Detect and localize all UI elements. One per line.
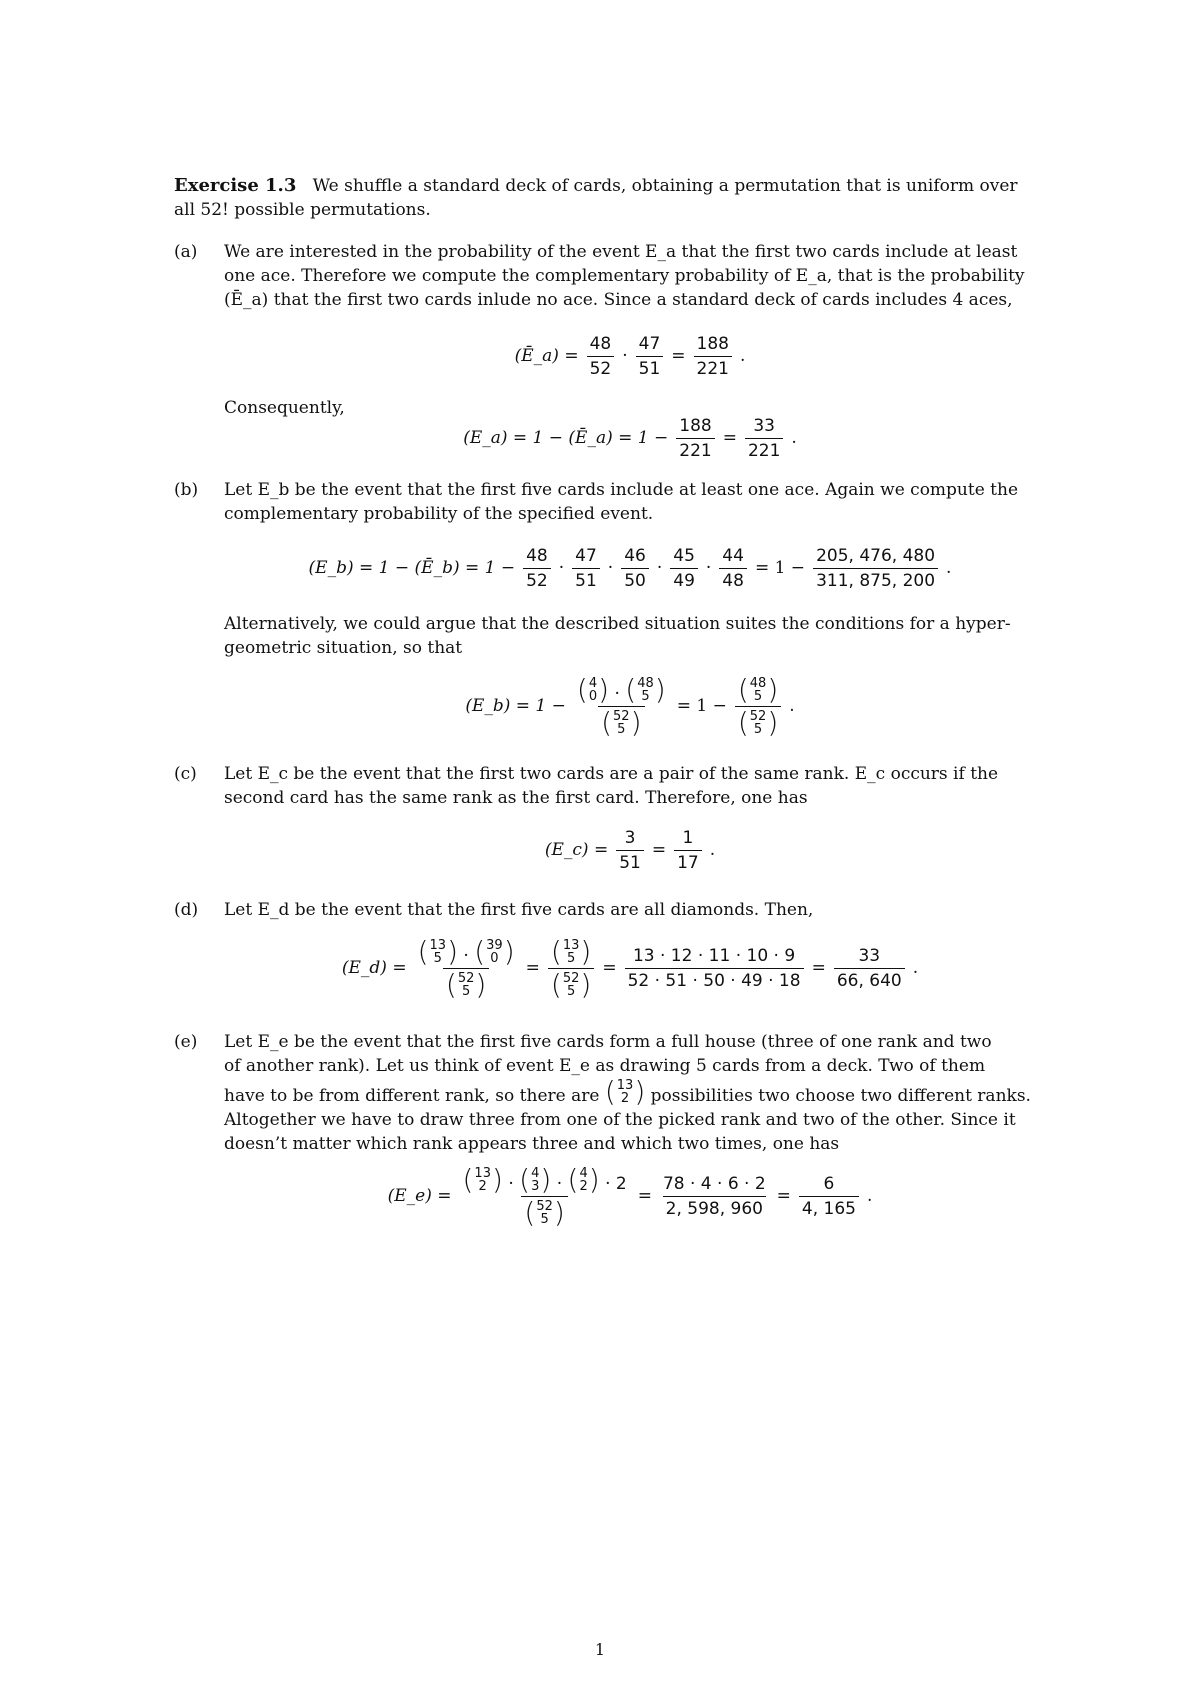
equation-c [174,826,1086,874]
eq-a1-lhs: (Ē_a) = [514,346,579,366]
item-c-label: (c) [174,764,197,784]
page-number: 1 [594,1640,606,1659]
intro-line-2: all 52! possible permutations. [174,200,431,220]
fraction: $\frac{188}{221}$ [694,334,732,379]
item-d-line-1: Let E_d be the event that the first five cards are all diamonds. Then, [224,900,814,920]
equals-sign: = [811,958,826,978]
fraction: $\frac{188}{221}$ [676,416,714,461]
period: . [946,558,952,578]
item-e-line-3 [224,1075,1036,1108]
item-d [174,898,1036,922]
item-a-line-3: (Ē_a) that the first two cards inlude no ace. Since a standard deck of cards includes 4 aces, [224,290,1013,310]
item-c-line-1: Let E_c be the event that the first two cards are a pair of the same rank. E_c occurs if the [224,764,999,784]
fraction: $\frac{44}{48}$ [719,546,747,591]
eq-b1-lhs: (E_b) = 1 − (Ē_b) = 1 − [308,558,516,578]
eq-e-lhs: (E_e) = [387,1186,452,1206]
binomial: ( 13 2 ) [604,1075,646,1108]
eq-d-lhs: (E_d) = [341,958,407,978]
equation-e [174,1162,1086,1229]
dot-operator: · [656,558,663,578]
fraction: $\frac{78 \cdot 4 \cdot 6 \cdot 2}{2, 598, 960}$ [662,1173,766,1219]
period: . [739,346,746,366]
item-a-line-1: We are interested in the probability of the event E_a that the first two cards include at least [224,242,1018,262]
fraction: $\frac{47}{51}$ [572,546,600,591]
binomial: ( 48 5 ) [737,672,779,706]
binomial: ( 52 5 ) [601,705,642,739]
equation-a2 [174,414,1086,462]
period: . [867,1186,873,1206]
exercise-title: Exercise 1.3 [174,175,297,196]
item-a-line-2: one ace. Therefore we compute the complementary probability of E_a, that is the probability [224,266,1025,286]
fraction: $\frac{45}{49}$ [670,546,698,591]
fraction: $\frac{13 \cdot 12 \cdot 11 \cdot 10 \cdot 9}{52 \cdot 51 \cdot 50 \cdot 49 \cdot 18}$ [625,946,804,991]
period: . [709,840,716,860]
fraction: $\frac{48}{52}$ [523,546,551,591]
equation-a1 [174,332,1086,380]
item-a [174,240,1036,312]
equals-one-minus: = 1 − [676,696,727,716]
fraction: $\frac{6}{4, 165}$ [799,1174,859,1219]
binomial: ( 4 3 ) [519,1162,552,1196]
equals-one-minus: = 1 − [754,558,806,578]
fraction: $\frac{205, 476, 480}{311, 875, 200}$ [813,546,938,591]
item-c-line-2: second card has the same rank as the first card. Therefore, one has [224,788,808,808]
equation-b2 [174,672,1086,739]
item-e-line-1: Let E_e be the event that the first five cards form a full house (three of one rank and two [224,1032,992,1052]
eq-c-lhs: (E_c) = [544,840,609,860]
item-e-line-4: Altogether we have to draw three from one of the picked rank and two of the other. Since it [224,1110,1016,1130]
intro-line-1: We shuffle a standard deck of cards, obtaining a permutation that is uniform over [312,176,1018,196]
binomial: ( 52 5 ) [737,705,779,739]
item-d-label: (d) [174,900,199,920]
item-e [174,1030,1036,1156]
binomial-fraction [548,934,594,1001]
binomial-fraction [735,672,781,739]
fraction: $\frac{48}{52}$ [587,334,615,379]
fraction: $\frac{3}{51}$ [616,828,644,873]
dot-operator: · [705,558,712,578]
dot-operator: · [558,558,565,578]
item-b-alt-line-2: geometric situation, so that [224,638,463,658]
fraction: $\frac{33}{66, 640}$ [834,946,905,991]
item-a-label: (a) [174,242,198,262]
dot-operator: · [622,346,628,366]
item-b-alt-line-1: Alternatively, we could argue that the described situation suites the conditions for a hyper- [224,614,1011,634]
binomial: ( 48 5 ) [625,672,666,706]
item-e-line-3b: possibilities two choose two different ranks. [650,1086,1031,1106]
dot-operator: · [607,558,614,578]
consequently-text: Consequently, [224,398,345,418]
item-b-line-1: Let E_b be the event that the first five cards include at least one ace. Again we compute the [224,480,1019,500]
period: . [912,958,919,978]
eq-a2-lhs: (E_a) = 1 − (Ē_a) = 1 − [463,428,669,448]
item-b-alternative [224,612,1036,660]
binomial: ( 4 0 ) [576,672,610,706]
binomial: ( 52 5 ) [550,967,592,1001]
equals-sign: = [525,958,540,978]
fraction: $\frac{46}{50}$ [621,546,649,591]
binomial: ( 13 2 ) [462,1162,503,1196]
binomial-fraction: ( 13 2 ) · ( 4 3 ) · ( 4 2 ) · 2 ( 52 5 ) [462,1162,627,1229]
item-b-line-2: complementary probability of the specified event. [224,504,654,524]
item-b [174,478,1036,526]
fraction: $\frac{33}{221}$ [745,416,783,461]
fraction: $\frac{47}{51}$ [636,334,664,379]
binomial-fraction: ( 4 0 ) · ( 48 5 ) ( 52 5 ) [576,672,666,739]
equals-sign: = [776,1186,791,1206]
item-c [174,762,1036,810]
item-e-line-3a: have to be from different rank, so there are [224,1086,600,1106]
binomial: ( 13 5 ) [417,934,458,968]
equals-sign: = [671,346,686,366]
eq-b2-lhs: (E_b) = 1 − [465,696,566,716]
binomial: ( 39 0 ) [474,934,515,968]
item-e-label: (e) [174,1032,198,1052]
equation-d [174,934,1086,1001]
binomial: ( 4 2 ) [567,1162,600,1196]
equals-sign: = [637,1186,652,1206]
binomial: ( 52 5 ) [445,967,487,1001]
binomial: ( 52 5 ) [524,1195,565,1229]
binomial: ( 13 5 ) [550,934,592,968]
item-e-line-5: doesn’t matter which rank appears three and which two times, one has [224,1134,840,1154]
period: . [791,428,797,448]
equation-b1 [174,544,1086,592]
period: . [789,696,795,716]
binomial-fraction: ( 13 5 ) · ( 39 0 ) ( 52 5 ) [417,934,515,1001]
item-e-line-2: of another rank). Let us think of event E_e as drawing 5 cards from a deck. Two of them [224,1056,986,1076]
exercise-intro [174,174,1036,222]
item-b-label: (b) [174,480,199,500]
equals-sign: = [602,958,617,978]
fraction: $\frac{1}{17}$ [674,828,702,873]
equals-sign: = [651,840,667,860]
equals-sign: = [722,428,737,448]
